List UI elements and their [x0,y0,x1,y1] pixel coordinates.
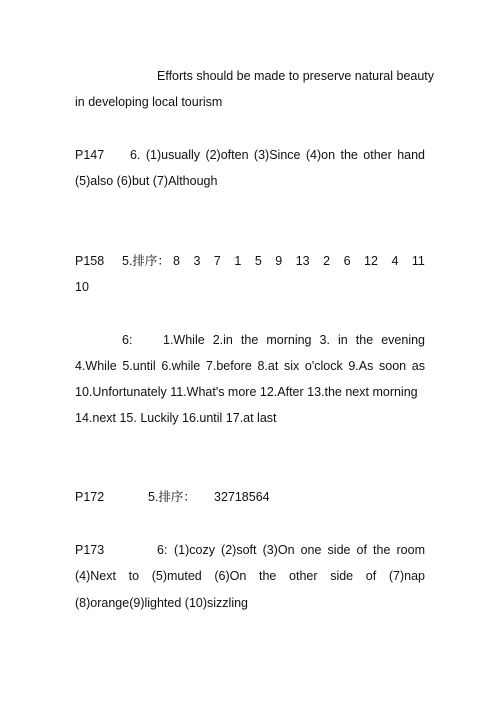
sequence-item: 6 [343,254,351,268]
sequence-item: 9 [275,254,283,268]
p172-sequence-answer: 32718564 [214,490,270,504]
sequence-item: 11 [411,254,425,268]
sequence-item: 4 [391,254,399,268]
p173-ex6-label: 6: [157,543,168,557]
p158-sequence [173,253,425,269]
p173-answer-line-2: (4)Next to (5)muted (6)On the other side of (7)nap [75,569,425,583]
sequence-item: 12 [364,254,378,268]
page-label-p172: P172 [75,490,105,504]
sequence-item: 3 [193,254,201,268]
p173-answer-line-1: (1)cozy (2)soft (3)On one side of the room [174,543,425,557]
sequence-item: 7 [213,254,221,268]
p147-answer-line-2: (5)also (6)but (7)Although [75,174,218,188]
page-label-p147: P147 [75,148,105,162]
sequence-item: 1 [234,254,242,268]
p158-ex6-line-4: 14.next 15. Luckily 16.until 17.at last [75,411,277,425]
p158-ex6-line-3: 10.Unfortunately 11.What's more 12.After 13.the next morning [75,385,418,399]
page-label-p173: P173 [75,543,105,557]
heading-line-1: Efforts should be made to preserve natural beauty [157,69,435,83]
sequence-item: 13 [295,254,310,268]
p158-ex6-line-2: 4.While 5.until 6.while 7.before 8.at six o'clock 9.As soon as [75,359,425,373]
p158-sequence-label: 5.排序： [122,254,170,268]
p158-ex6-label: 6: [122,333,133,347]
sequence-item: 8 [173,254,180,268]
p158-ex6-line-1: 1.While 2.in the morning 3. in the evening [163,333,425,347]
sequence-item: 2 [323,254,331,268]
sequence-item: 5 [254,254,262,268]
p158-sequence-tail: 10 [75,280,89,294]
page-label-p158: P158 [75,254,105,268]
p147-answer-line-1: 6. (1)usually (2)often (3)Since (4)on the other hand [130,148,425,162]
heading-line-2: in developing local tourism [75,95,223,109]
p173-answer-line-3: (8)orange(9)lighted (10)sizzling [75,596,248,610]
p172-sequence-label: 5.排序： [148,490,196,504]
